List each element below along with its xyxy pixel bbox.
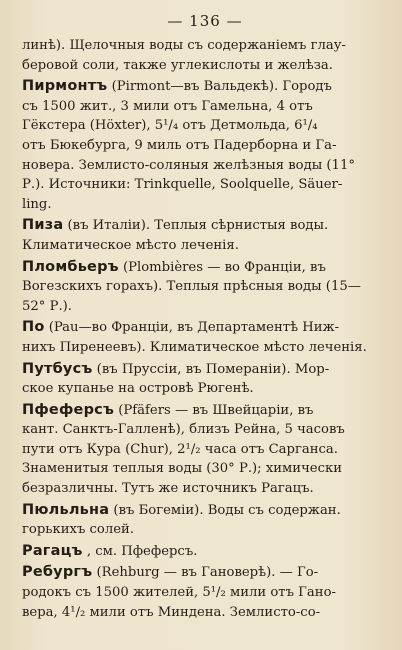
entry-headword: Пломбьеръ: [22, 258, 119, 275]
entry-text-line: Климатическое мѣсто леченiя.: [22, 237, 239, 253]
entry-headword: Пиза: [22, 217, 64, 234]
entry-text-line: Знаменитыя теплыя воды (30° Р.); химически: [22, 461, 343, 477]
dictionary-entry: [22, 318, 388, 357]
entry-text-line: (въ Пруссiи, въ Померанiи). Мор-: [96, 361, 330, 377]
entry-text-line: новера. Землисто-соляныя желѣзныя воды (11°: [22, 157, 355, 173]
entry-text-line: родокъ съ 1500 жителей, 5¹/₂ мили отъ Гано-: [22, 585, 336, 601]
entry-text-line: ское купанье на островѣ Рюгенѣ.: [22, 381, 254, 397]
dictionary-entry: [22, 258, 388, 317]
entry-headword: Пюльльна: [22, 501, 110, 518]
entry-text-line: вера, 4¹/₂ мили отъ Миндена. Землисто-со-: [22, 604, 321, 620]
entry-headword: Ребургъ: [22, 564, 93, 581]
entry-headword: Пирмонтъ: [22, 78, 108, 95]
entry-text-line: беровой соли, также углекислоты и желѣза.: [22, 57, 333, 73]
entry-text-line: , см. Пфеферсъ.: [86, 543, 198, 559]
entry-text-line: нихъ Пиренеевъ). Климатическое мѣсто леченiя.: [22, 339, 367, 355]
entries-list: [22, 36, 388, 622]
entry-text-line: Вогезскихъ горахъ). Теплыя прѣсныя воды (15—: [22, 279, 361, 295]
entry-text-line: 52° Р.).: [22, 298, 72, 314]
dictionary-entry: [22, 216, 388, 255]
entry-text-line: (Pirmont—въ Вальдекѣ). Городъ: [111, 79, 332, 95]
dictionary-entry: [22, 360, 388, 399]
dictionary-entry: [22, 36, 388, 75]
entry-text-line: ling.: [22, 196, 52, 212]
entry-text-line: (Pau—во Францiи, въ Департаментѣ Ниж-: [48, 320, 340, 336]
entry-text-line: (Plombières — во Францiи, въ: [122, 259, 326, 275]
entry-headword: Пфеферсъ: [22, 401, 115, 418]
entry-text-line: (въ Богемiи). Воды съ содержан.: [113, 502, 341, 518]
entry-text-line: пути отъ Кура (Chur), 2¹/₂ часа отъ Сарганса.: [22, 441, 338, 457]
entry-headword: По: [22, 319, 45, 336]
entry-text-line: безразличны. Тутъ же источникъ Рагацъ.: [22, 481, 314, 497]
entry-text-line: (въ Италiи). Теплыя сѣрнистыя воды.: [67, 218, 329, 234]
entry-text-line: линѣ). Щелочныя воды съ содержанiемъ глау-: [22, 38, 346, 53]
entry-text-line: отъ Бюкебурга, 9 миль отъ Падерборна и Га-: [22, 137, 337, 153]
entry-text-line: съ 1500 жит., 3 мили отъ Гамельна, 4 отъ: [22, 98, 313, 114]
entry-text-line: горькихъ солей.: [22, 522, 135, 538]
dictionary-entry: [22, 401, 388, 499]
entry-text-line: Гёкстера (Höxter), 5¹/₄ отъ Детмольда, 6¹/₄: [22, 118, 318, 134]
dictionary-entry: [22, 77, 388, 214]
entry-text-line: Р.). Источники: Trinkquelle, Soolquelle, Säuer-: [22, 177, 343, 193]
dictionary-entry: [22, 563, 388, 622]
entry-text-line: (Pfäfers — въ Швейцарiи, въ: [118, 402, 314, 418]
entry-headword: Рагацъ: [22, 542, 83, 559]
entry-text-line: (Rehburg — въ Гановерѣ). — Го-: [96, 565, 319, 581]
dictionary-entry: [22, 501, 388, 540]
entry-headword: Путбусъ: [22, 360, 93, 377]
dictionary-entry: [22, 542, 388, 562]
entry-text-line: кант. Санктъ-Галленѣ), близъ Рейна, 5 часовъ: [22, 422, 345, 438]
page-number: — 136 —: [167, 12, 243, 30]
